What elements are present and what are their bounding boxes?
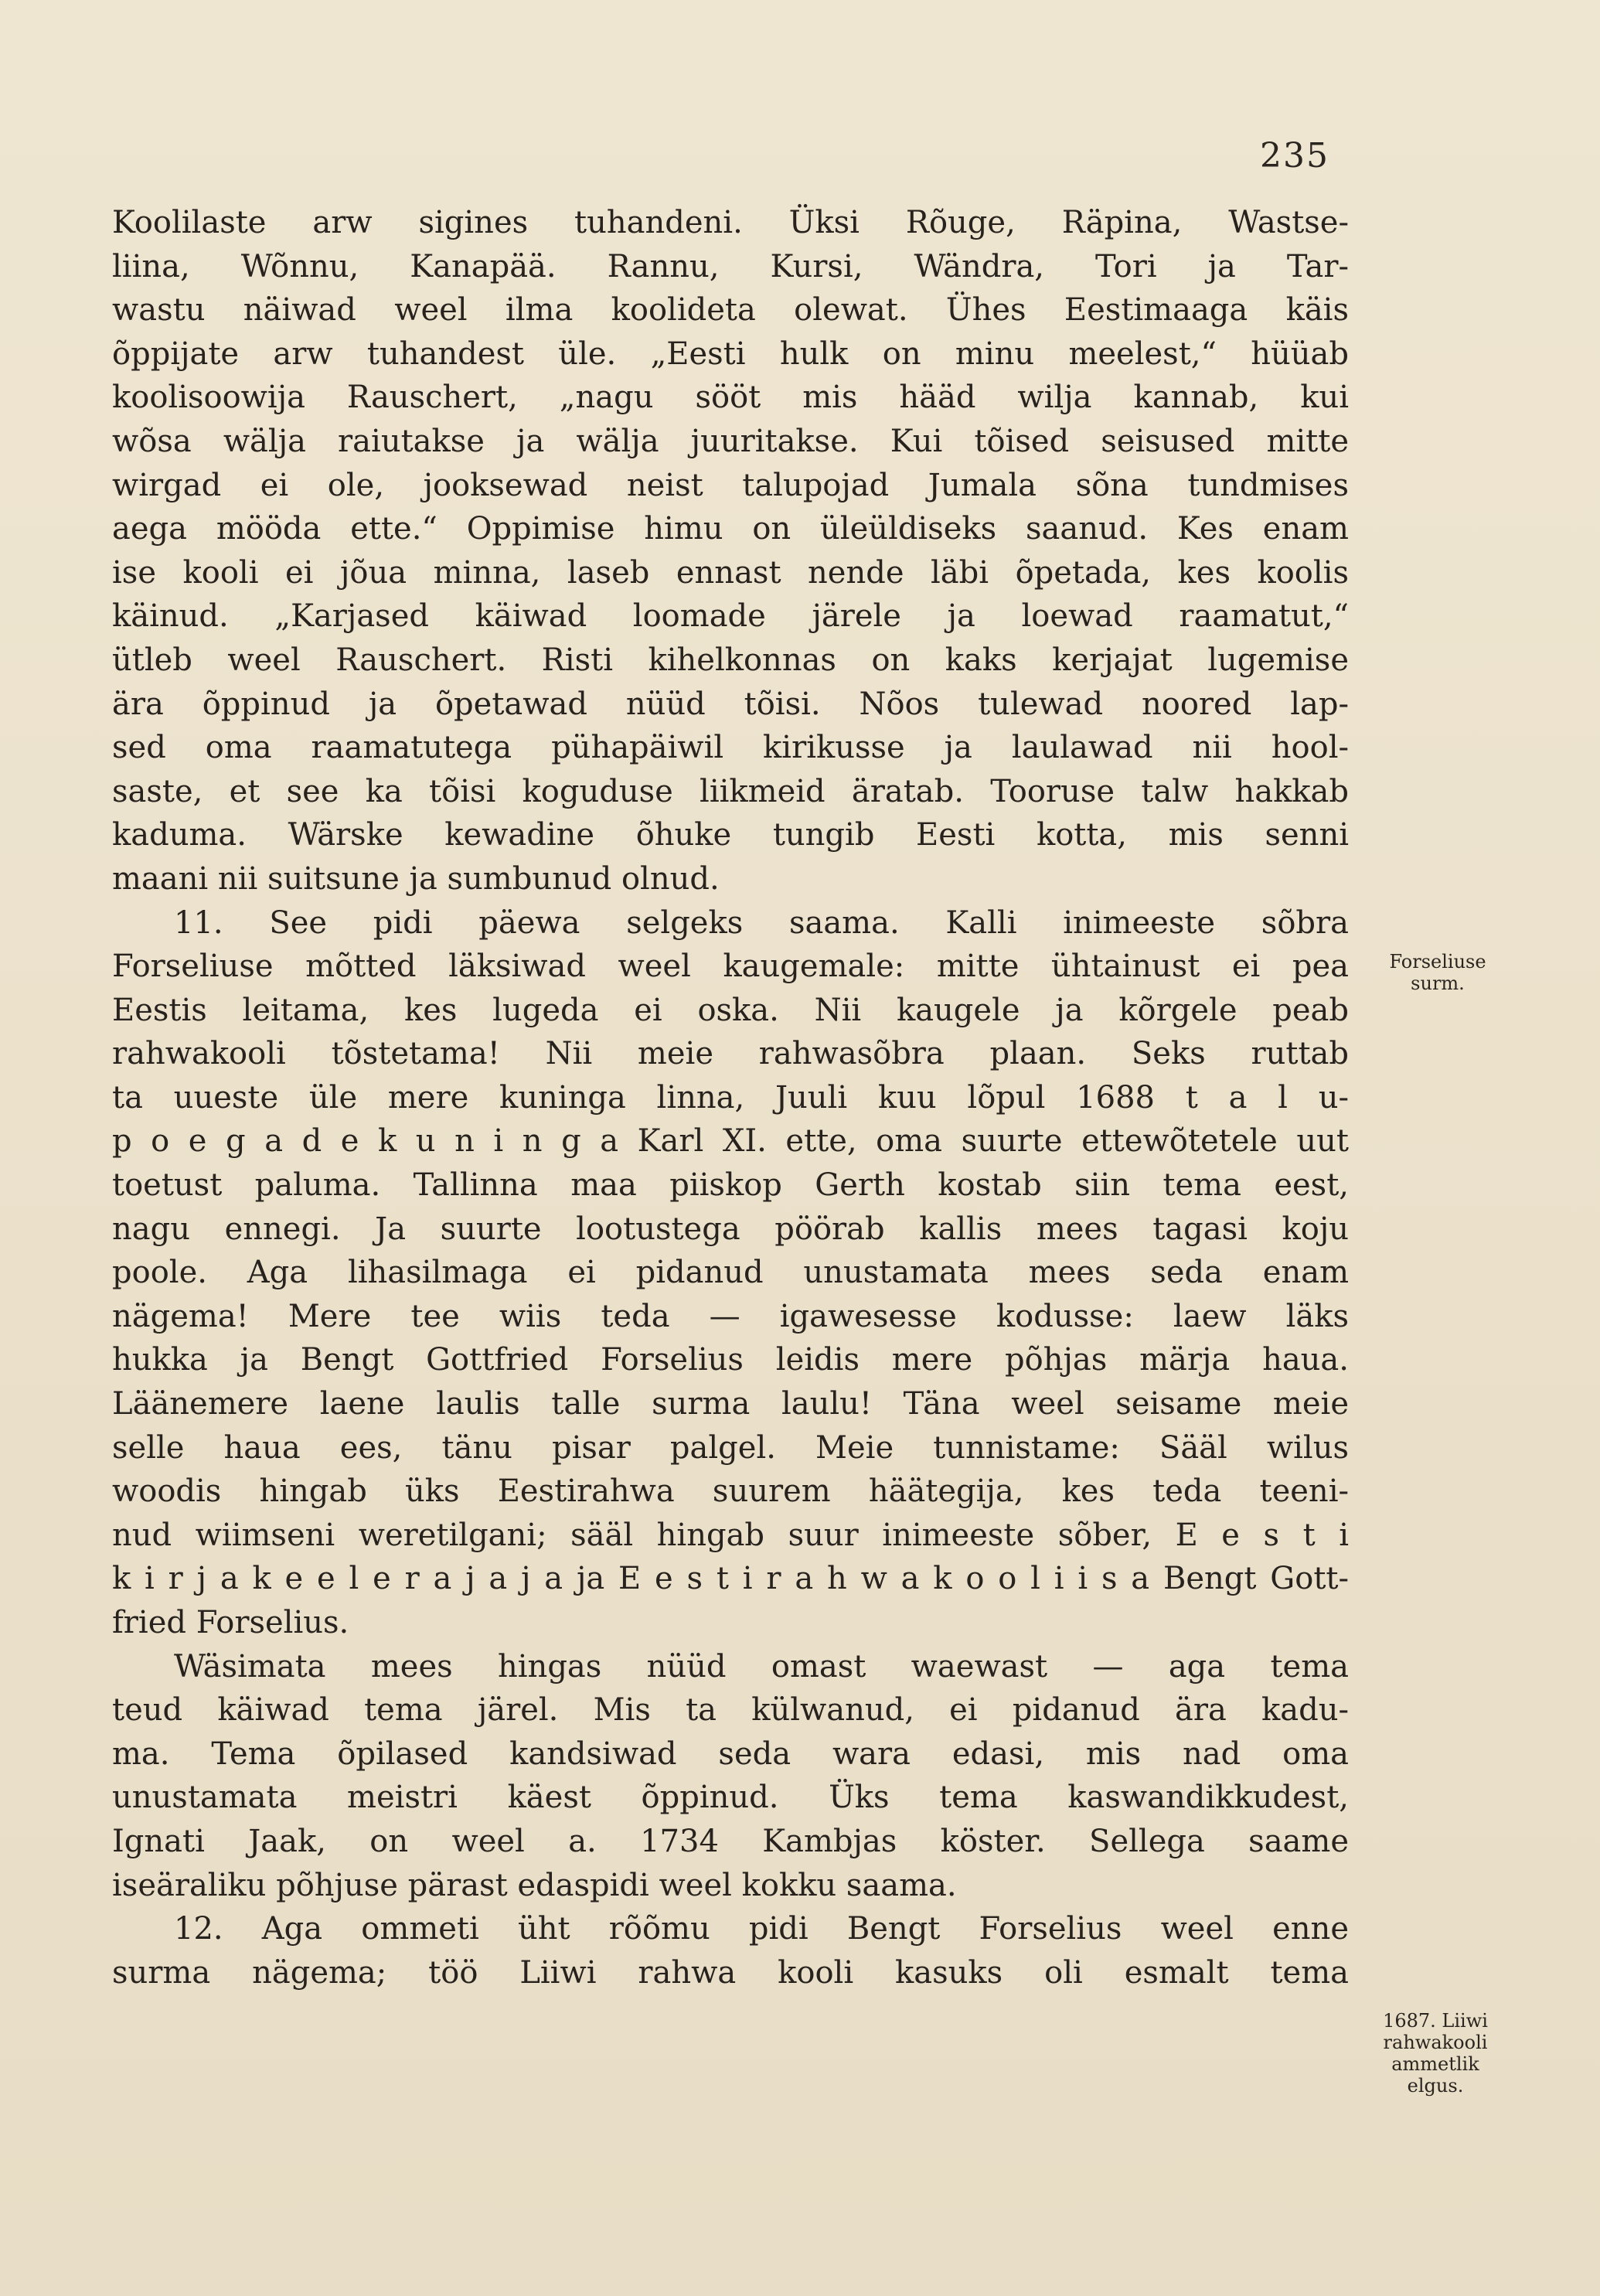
text-line: 11. See pidi päewa selgeks saama. Kalli inimeeste sõbra	[174, 904, 1349, 941]
text-line: liina, Wõnnu, Kanapää. Rannu, Kursi, Wändra, Tori ja Tar-	[112, 248, 1349, 284]
text-line: sed oma raamatutega pühapäiwil kirikusse ja laulawad nii hool-	[112, 730, 1349, 766]
page-number: 235	[1260, 136, 1329, 175]
text-line: woodis hingab üks Eestirahwa suurem häätegija, kes teda teeni-	[112, 1473, 1349, 1510]
text-line: fried Forselius.	[112, 1605, 349, 1640]
text-line: ma. Tema õpilased kandsiwad seda wara edasi, mis nad oma	[112, 1736, 1349, 1772]
margin-note-line: surm.	[1411, 973, 1465, 994]
text-line: p o e g a d e k u n i n g a Karl XI. ette, oma suurte ettewõtetele uut	[112, 1123, 1349, 1160]
text-line: selle haua ees, tänu pisar palgel. Meie tunnistame: Sääl wilus	[112, 1429, 1349, 1466]
body-text	[112, 201, 1349, 1995]
text-line: ise kooli ei jõua minna, laseb ennast nende läbi õpetada, kes koolis	[112, 554, 1349, 591]
margin-note-line: elgus.	[1407, 2075, 1464, 2097]
text-line: hukka ja Bengt Gottfried Forselius leidis mere põhjas märja haua.	[112, 1342, 1349, 1378]
text-line: surma nägema; töö Liiwi rahwa kooli kasuks oli esmalt tema	[112, 1954, 1349, 1991]
margin-note-1687	[1354, 2010, 1517, 2097]
text-line: Koolilaste arw sigines tuhandeni. Üksi Rõuge, Räpina, Wastse-	[112, 205, 1349, 240]
text-line: wirgad ei ole, jooksewad neist talupojad Jumala sõna tundmises	[112, 467, 1349, 503]
text-line: Forseliuse mõtted läksiwad weel kaugemale: mitte ühtainust ei pea	[112, 949, 1349, 985]
text-line: aega mööda ette.“ Oppimise himu on üleüldiseks saanud. Kes enam	[112, 511, 1349, 547]
text-line: kaduma. Wärske kewadine õhuke tungib Eesti kotta, mis senni	[112, 817, 1349, 853]
text-line: käinud. „Karjased käiwad loomade järele ja loewad raamatut,“	[112, 598, 1349, 635]
text-line: ütleb weel Rauschert. Risti kihelkonnas on kaks kerjajat lugemise	[112, 642, 1349, 678]
text-line: unustamata meistri käest õppinud. Üks tema kaswandikkudest,	[112, 1780, 1349, 1816]
text-line: wõsa wälja raiutakse ja wälja juuritakse. Kui tõised seisused mitte	[112, 423, 1349, 459]
text-line: ta uueste üle mere kuninga linna, Juuli kuu lõpul 1688 t a l u-	[112, 1079, 1349, 1116]
text-line: koolisoowija Rauschert, „nagu sööt mis hääd wilja kannab, kui	[112, 380, 1349, 416]
text-line: maani nii suitsune ja sumbunud olnud.	[112, 860, 720, 897]
text-line: Läänemere laene laulis talle surma laulu! Täna weel seisame meie	[112, 1386, 1349, 1422]
text-line: k i r j a k e e l e r a j a j a ja E e s t i r a h w a k o o l i i s a Bengt Gott-	[112, 1561, 1349, 1597]
text-line: saste, et see ka tõisi koguduse liikmeid äratab. Tooruse talw hakkab	[112, 773, 1349, 809]
text-line: wastu näiwad weel ilma koolideta olewat. Ühes Eestimaaga käis	[112, 292, 1349, 329]
text-line: Eestis leitama, kes lugeda ei oska. Nii kaugele ja kõrgele peab	[112, 992, 1349, 1028]
text-line: nagu ennegi. Ja suurte lootustega pöörab kallis mees tagasi koju	[112, 1211, 1349, 1247]
margin-note-forseliuse-surm	[1357, 951, 1519, 994]
text-line: Ignati Jaak, on weel a. 1734 Kambjas köster. Sellega saame	[112, 1823, 1349, 1859]
text-line: poole. Aga lihasilmaga ei pidanud unustamata mees seda enam	[112, 1255, 1349, 1291]
text-line: nägema! Mere tee wiis teda — igawesesse kodusse: laew läks	[112, 1298, 1349, 1334]
text-line: teud käiwad tema järel. Mis ta külwanud, ei pidanud ära kadu-	[112, 1692, 1349, 1729]
text-line: iseäraliku põhjuse pärast edaspidi weel kokku saama.	[112, 1867, 957, 1903]
text-line: ära õppinud ja õpetawad nüüd tõisi. Nõos tulewad noored lap-	[112, 686, 1349, 722]
text-line: Wäsimata mees hingas nüüd omast waewast — aga tema	[174, 1648, 1349, 1685]
text-line: 12. Aga ommeti üht rõõmu pidi Bengt Forselius weel enne	[174, 1911, 1349, 1947]
text-line: rahwakooli tõstetama! Nii meie rahwasõbra plaan. Seks ruttab	[112, 1036, 1349, 1072]
text-line: õppijate arw tuhandest üle. „Eesti hulk on minu meelest,“ hüüab	[112, 336, 1349, 372]
margin-note-line: Forseliuse	[1389, 951, 1486, 973]
margin-note-line: rahwakooli	[1383, 2032, 1488, 2053]
margin-note-line: ammetlik	[1391, 2053, 1479, 2075]
text-line: nud wiimseni weretilgani; sääl hingab suur inimeeste sõber, E e s t i	[112, 1517, 1349, 1553]
margin-note-line: 1687. Liiwi	[1383, 2010, 1488, 2032]
text-line: toetust paluma. Tallinna maa piiskop Gerth kostab siin tema eest,	[112, 1167, 1349, 1204]
